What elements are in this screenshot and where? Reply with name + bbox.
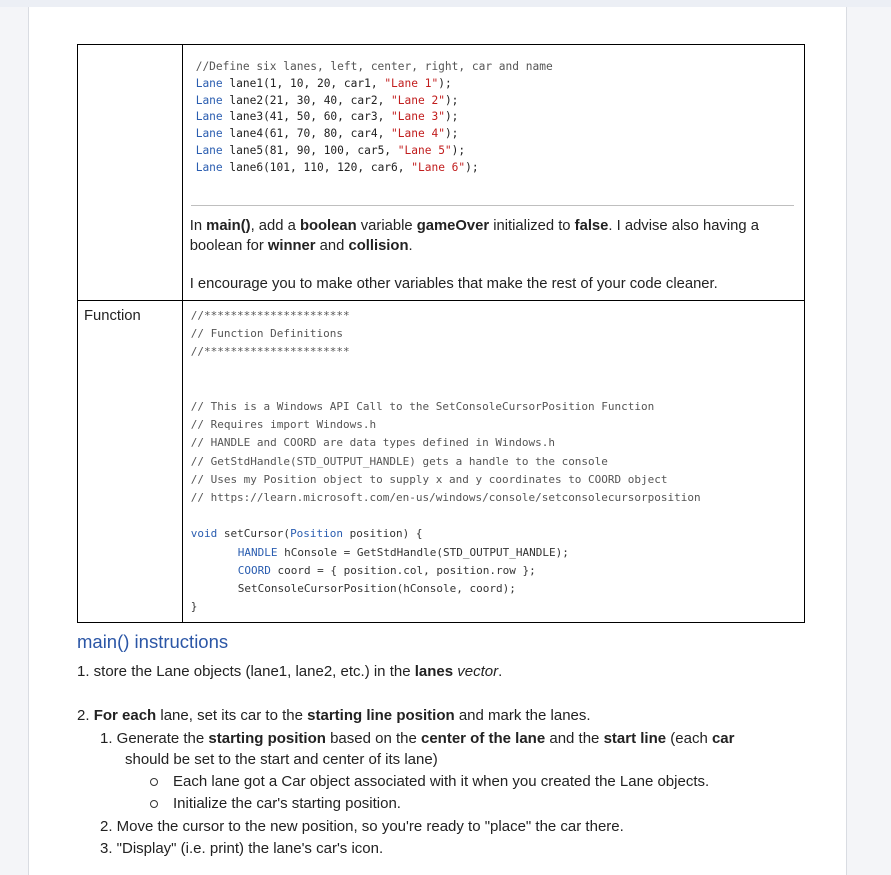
table-cell-content [182, 45, 804, 301]
bullet-item: Each lane got a Car object associated with it when you created the Lane objects. [173, 773, 710, 790]
code-line: Lane lane5(81, 90, 100, car5, "Lane 5"); [195, 143, 466, 157]
encourage-paragraph: I encourage you to make other variables that make the rest of your code cleaner. [189, 276, 718, 292]
code-line: Lane lane2(21, 30, 40, car2, "Lane 2"); [195, 93, 459, 107]
bullet-circle-icon [150, 778, 158, 786]
table-cell-label [78, 301, 183, 623]
code-line: Lane lane4(61, 70, 80, car4, "Lane 4"); [195, 127, 459, 141]
lane-code-lines [196, 76, 804, 177]
top-bar [0, 0, 891, 7]
function-definitions-code: //********************** // Function Definitions //********************** // This is a Windows API Call to the SetConsoleCursorPosition Function // Requires import Windows.h // HANDLE and COORD are data types defined in Windows.h // GetStdHandle(STD_OUTPUT_HANDLE) gets a handle to the console // Uses my Position object to supply x and y coordinates to COORD object // https://learn.microsoft.com/en-us/windows/console/setconsolecursorposition void setCursor(Position position) { HANDLE hConsole = GetStdHandle(STD_OUTPUT_HANDLE); COORD coord = { position.col, position.row }; SetConsoleCursorPosition(hConsole, coord); } [183, 301, 804, 622]
sub-step-1-continued: should be set to the start and center of its lane) [125, 751, 438, 768]
instruction-step-1: 1. store the Lane objects (lane1, lane2, etc.) in the lanes vector. [77, 663, 503, 680]
code-line: Lane lane1(1, 10, 20, car1, "Lane 1"); [195, 76, 452, 90]
table-cell-code [182, 301, 804, 623]
bullet-circle-icon [150, 800, 158, 808]
sub-step-2: 2. Move the cursor to the new position, so you're ready to "place" the car there. [100, 818, 624, 835]
gameover-paragraph: In main(), add a boolean variable gameOver initialized to false. I advise also having a boolean for winner and collision. [189, 218, 759, 254]
lane-definitions-code [183, 45, 804, 199]
function-label: Function [84, 308, 141, 324]
code-comment-line: //Define six lanes, left, center, right, car and name [195, 60, 553, 73]
code-line: Lane lane6(101, 110, 120, car6, "Lane 6"); [195, 160, 479, 174]
table-row [78, 301, 805, 623]
code-line: Lane lane3(41, 50, 60, car3, "Lane 3"); [195, 110, 459, 124]
assignment-table [77, 44, 805, 623]
sub-step-3: 3. "Display" (i.e. print) the lane's car's icon. [100, 840, 384, 857]
table-cell-label-empty [78, 45, 183, 301]
table-row [78, 45, 805, 301]
instruction-step-2: 2. For each lane, set its car to the starting line position and mark the lanes. [77, 707, 591, 724]
bullet-item: Initialize the car's starting position. [173, 795, 401, 812]
divider [191, 205, 794, 206]
function-signature: void setCursor(Position position) { [190, 527, 423, 541]
sub-step-1: 1. Generate the starting position based on the center of the lane and the start line (each car [100, 730, 735, 747]
document-page [28, 7, 847, 875]
section-heading: main() instructions [77, 631, 229, 652]
